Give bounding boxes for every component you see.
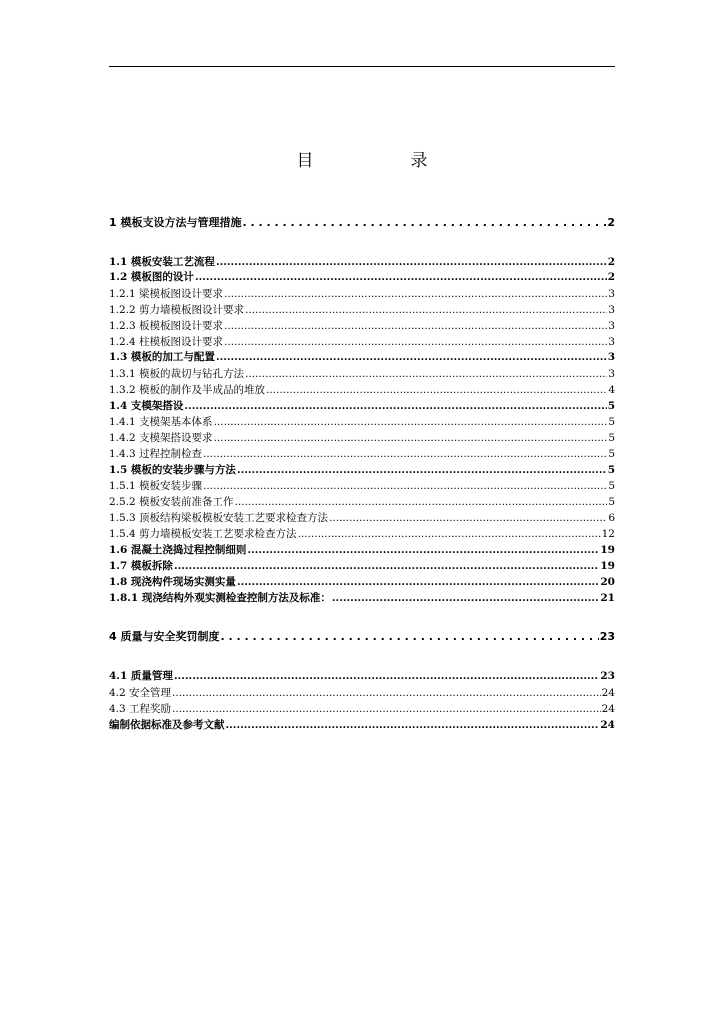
toc-entry-page: 23 [599,630,615,643]
toc-entry-1-7[interactable] [109,559,615,573]
toc-entry-page: 6 [608,512,615,524]
toc-entry-page: 20 [600,576,615,588]
toc-entry-4-1[interactable] [109,669,615,683]
toc-entry-1-5-4[interactable] [109,527,615,541]
toc-entry-label: 1.4.3 过程控制检查 [109,448,203,460]
toc-entry-chapter-1[interactable] [109,216,615,230]
toc-leader-dots [174,559,599,573]
toc-leader-dots [245,303,607,317]
toc-entry-page: 5 [608,448,615,460]
toc-entry-page: 24 [601,687,615,699]
toc-entry-label: 1.2.1 梁模板图设计要求 [109,288,224,300]
toc-leader-dots [203,447,607,461]
toc-entry-page: 4 [608,384,615,396]
toc-entry-page: 2 [607,256,615,268]
toc-entry-label: 4.2 安全管理 [109,687,172,699]
toc-entry-label: 1.4.2 支模架搭设要求 [109,432,213,444]
toc-entry-1-8[interactable] [109,575,615,589]
toc-entry-label: 1.1 模板安装工艺流程 [109,256,215,268]
toc-entry-1-3-1[interactable] [109,367,615,381]
toc-entry-1-3[interactable] [109,350,615,364]
toc-leader-dots [247,543,599,557]
toc-entry-page: 19 [600,544,615,556]
toc-leader-dots [235,495,608,509]
toc-leader-dots [216,255,607,269]
toc-entry-1-4[interactable] [109,399,615,413]
toc-entry-1-2[interactable] [109,270,615,284]
toc-entry-label: 1.2.2 剪力墙模板图设计要求 [109,304,245,316]
toc-entry-label: 1.3.1 模板的裁切与钻孔方法 [109,368,245,380]
toc-entry-1-5-3[interactable] [109,511,615,525]
toc-entry-label: 编制依据标准及参考文献 [109,719,225,731]
toc-entry-1-2-3[interactable] [109,319,615,333]
toc-leader-dots [224,319,607,333]
toc-entry-1-8-1[interactable] [109,591,615,605]
toc-entry-page: 19 [600,560,615,572]
toc-entry-page: 5 [608,416,615,428]
toc-leader-dots [224,335,607,349]
toc-leader-dots [224,287,607,301]
toc-entry-label: 4.3 工程奖励 [109,703,172,715]
toc-leader-dots [172,702,601,716]
toc-entry-label: 1.5.3 顶板结构梁板模板安装工艺要求检查方法 [109,512,329,524]
toc-entry-references[interactable] [109,718,615,732]
toc-entry-4-2[interactable] [109,686,615,700]
toc-entry-1-2-2[interactable] [109,303,615,317]
toc-leader-dots [242,216,606,230]
toc-entry-label: 1.2.3 板模板图设计要求 [109,320,224,332]
toc-entry-label: 1.8.1 现浇结构外观实测检查控制方法及标准： [109,592,331,604]
toc-entry-1-5[interactable] [109,463,615,477]
toc-entry-page: 5 [608,432,615,444]
toc-entry-1-3-2[interactable] [109,383,615,397]
toc-title: 目 录 [296,151,468,171]
toc-leader-dots [226,718,600,732]
toc-entry-label: 1.2 模板图的设计 [109,271,194,283]
toc-entry-label: 1.4 支模架搭设 [109,400,184,412]
toc-leader-dots [174,669,599,683]
toc-entry-label: 1.5.1 模板安装步骤 [109,480,203,492]
toc-entry-page: 3 [608,288,615,300]
toc-entry-label: 1.8 现浇构件现场实测实量 [109,576,236,588]
toc-entry-label: 1.5 模板的安装步骤与方法 [109,464,236,476]
toc-entry-page: 24 [600,719,615,731]
toc-entry-page: 5 [608,496,615,508]
toc-entry-page: 5 [608,480,615,492]
toc-entry-page: 3 [607,351,615,363]
toc-entry-label: 1.6 混凝土浇捣过程控制细则 [109,544,247,556]
toc-entry-1-4-1[interactable] [109,415,615,429]
toc-leader-dots [329,511,607,525]
toc-leader-dots [214,431,608,445]
toc-leader-dots [172,686,601,700]
toc-entry-label: 1.3.2 模板的制作及半成品的堆放 [109,384,266,396]
toc-entry-page: 3 [608,368,615,380]
toc-leader-dots [220,630,598,644]
toc-entry-page: 24 [601,703,615,715]
toc-entry-1-6[interactable] [109,543,615,557]
toc-entry-1-2-1[interactable] [109,287,615,301]
toc-leader-dots [195,270,607,284]
toc-leader-dots [245,367,607,381]
toc-leader-dots [184,399,606,413]
toc-leader-dots [214,415,608,429]
toc-entry-label: 4.1 质量管理 [109,670,173,682]
toc-leader-dots [216,350,607,364]
toc-entry-page: 3 [608,320,615,332]
toc-entry-1-4-3[interactable] [109,447,615,461]
toc-entry-label: 4 质量与安全奖罚制度 [109,630,220,643]
toc-entry-label: 1 模板支设方法与管理措施 [109,216,242,229]
toc-leader-dots [298,527,601,541]
toc-leader-dots [237,463,607,477]
header-rule [109,66,615,67]
toc-leader-dots [266,383,607,397]
toc-entry-label: 1.2.4 柱模板图设计要求 [109,336,224,348]
toc-entry-page: 21 [600,592,615,604]
toc-leader-dots [203,479,607,493]
toc-entry-page: 5 [607,464,615,476]
toc-entry-1-2-4[interactable] [109,335,615,349]
toc-leader-dots [237,575,599,589]
toc-entry-page: 5 [607,400,615,412]
toc-entry-page: 12 [601,528,615,540]
toc-entry-label: 2.5.2 模板安装前准备工作 [109,496,234,508]
toc-entry-label: 1.7 模板拆除 [109,560,173,572]
toc-entry-2-5-2[interactable] [109,495,615,509]
toc-entry-label: 1.4.1 支模架基本体系 [109,416,213,428]
toc-leader-dots [332,591,599,605]
toc-entry-page: 3 [608,304,615,316]
toc-entry-page: 23 [600,670,615,682]
toc-entry-4-3[interactable] [109,702,615,716]
toc-entry-chapter-4[interactable] [109,630,615,644]
toc-entry-page: 2 [607,271,615,283]
toc-entry-label: 1.5.4 剪力墙模板安装工艺要求检查方法 [109,528,297,540]
toc-entry-page: 3 [608,336,615,348]
toc-entry-label: 1.3 模板的加工与配置 [109,351,215,363]
toc-entry-1-1[interactable] [109,255,615,269]
toc-entry-1-5-1[interactable] [109,479,615,493]
toc-entry-page: 2 [607,216,615,229]
toc-entry-1-4-2[interactable] [109,431,615,445]
